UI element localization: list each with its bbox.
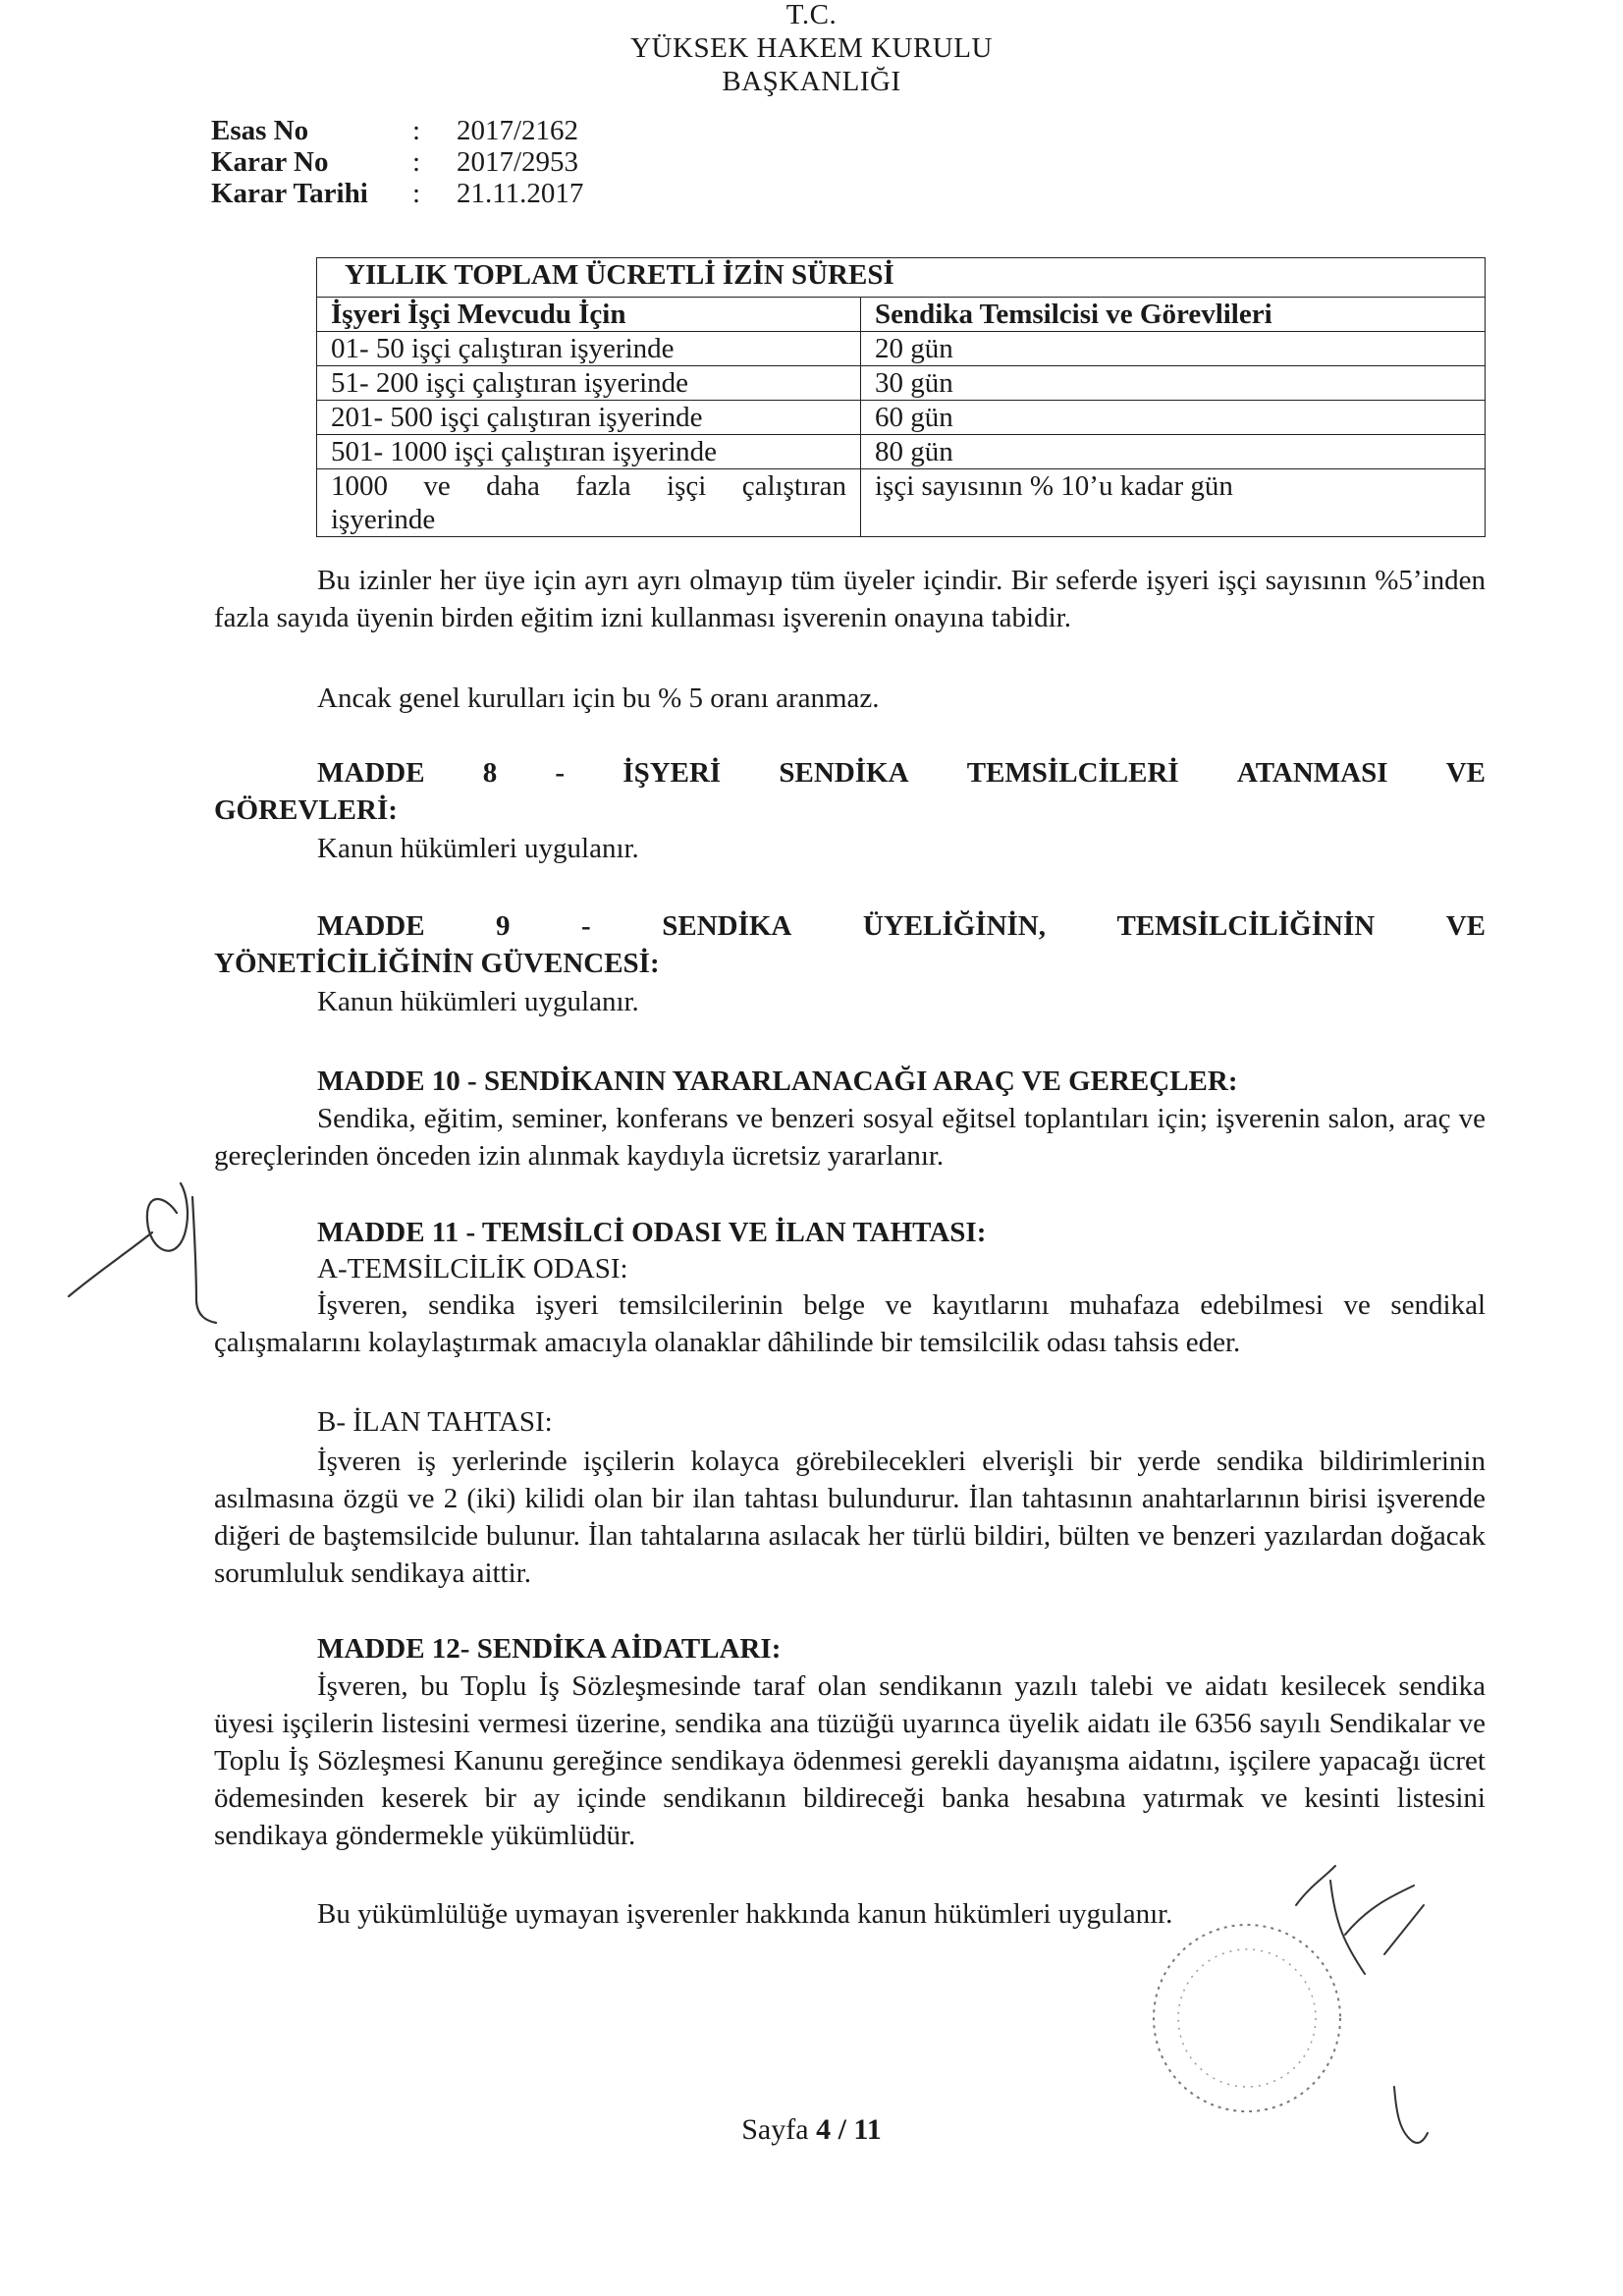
meta-value: 21.11.2017: [457, 178, 584, 209]
meta-sep: :: [412, 146, 421, 178]
article-8-heading-line: [214, 754, 1486, 792]
cell-line: işyerinde: [331, 504, 436, 535]
table-header-row: [317, 298, 1486, 332]
heading-word: ÜYELİĞİNİN,: [862, 910, 1046, 942]
meta-tarih: [211, 178, 583, 209]
annual-leave-table: [316, 257, 1486, 537]
header-tc: T.C.: [785, 0, 838, 30]
article-10-body: Sendika, eğitim, seminer, konferans ve benzeri sosyal eğitsel toplantıları için; işverenin salon, araç ve gereçlerinden önceden izin alınmak kaydıyla ücretsiz yararlanır.: [214, 1103, 1486, 1172]
heading-word: SENDİKA: [662, 910, 792, 942]
article-9-heading-line: [214, 907, 1486, 945]
column-header: İşyeri İşçi Mevcudu İçin: [317, 298, 861, 332]
case-meta: [211, 115, 583, 209]
table-row: [317, 332, 1486, 366]
article-11-heading: MADDE 11 - TEMSİLCİ ODASI VE İLAN TAHTASI:: [317, 1217, 987, 1248]
heading-word: 8: [482, 757, 498, 789]
paragraph-general-assembly: Ancak genel kurulları için bu % 5 oranı aranmaz.: [317, 683, 880, 714]
article-8-heading: [214, 754, 1486, 829]
table-cell: 20 gün: [861, 332, 1486, 366]
meta-label: Karar Tarihi: [211, 178, 368, 209]
meta-karar: [211, 146, 583, 178]
page-label: Sayfa: [741, 2113, 817, 2146]
page-number: 4 / 11: [816, 2113, 882, 2146]
header-department: BAŞKANLIĞI: [722, 66, 901, 97]
table-cell: 80 gün: [861, 435, 1486, 469]
article-11-b-body: İşveren iş yerlerinde işçilerin kolayca görebilecekleri elverişli bir yerde sendika bildirimlerinin asılmasına özgü ve 2 (iki) kilidi olan bir ilan tahtası bulundurur. İlan tahtasının anahtarlarının birisi işverende diğeri de baştemsilcide bulunur. İlan tahtalarına asılacak her türlü bildiri, bülten ve benzeri yazılardan doğacak sorumluluk sendikaya aittir.: [214, 1446, 1486, 1589]
article-11-a-title: A-TEMSİLCİLİK ODASI:: [317, 1253, 628, 1285]
meta-label: Karar No: [211, 146, 329, 178]
meta-esas: [211, 115, 583, 146]
article-8-heading-cont: GÖREVLERİ:: [214, 794, 398, 826]
heading-word: TEMSİLCİLERİ: [966, 757, 1179, 789]
table-row: [317, 469, 1486, 537]
table-title-row: [317, 258, 1486, 298]
table-cell: [317, 469, 861, 537]
heading-word: -: [555, 757, 566, 789]
meta-label: Esas No: [211, 115, 309, 146]
cell-line: 1000 ve daha fazla işçi çalıştıran: [331, 470, 846, 502]
heading-word: MADDE: [317, 910, 425, 942]
table-row: [317, 401, 1486, 435]
table-cell: işçi sayısının % 10’u kadar gün: [861, 469, 1486, 537]
heading-word: ATANMASI: [1236, 757, 1388, 789]
heading-word: TEMSİLCİLİĞİNİN: [1116, 910, 1376, 942]
article-9-body: Kanun hükümleri uygulanır.: [317, 986, 639, 1017]
table-row: [317, 435, 1486, 469]
article-12-body-2: Bu yükümlülüğe uymayan işverenler hakkında kanun hükümleri uygulanır.: [317, 1898, 1173, 1930]
heading-word: VE: [1445, 910, 1486, 942]
meta-sep: :: [412, 178, 421, 209]
article-12-heading: MADDE 12- SENDİKA AİDATLARI:: [317, 1633, 782, 1665]
table-cell: 51- 200 işçi çalıştıran işyerinde: [317, 366, 861, 401]
heading-word: İŞYERİ: [622, 757, 722, 789]
article-12-body: İşveren, bu Toplu İş Sözleşmesinde taraf olan sendikanın yazılı talebi ve aidatı kesilecek sendika üyesi işçilerin listesini vermesi üzerine, sendika ana tüzüğü uyarınca üyelik aidatı ile 6356 sayılı Sendikalar ve Toplu İş Sözleşmesi Kanunu gereğince sendikaya ödenmesi gerekli dayanışma aidatını, işçilere yapacağı ücret ödemesinden keserek bir ay içinde sendikanın bildireceği banka hesabına yatırmak ve kesinti listesini sendikaya göndermekle yükümlüdür.: [214, 1670, 1486, 1851]
article-9-heading-cont: YÖNETİCİLİĞİNİN GÜVENCESİ:: [214, 948, 660, 979]
heading-word: -: [581, 910, 591, 942]
heading-word: SENDİKA: [779, 757, 909, 789]
table-cell: 60 gün: [861, 401, 1486, 435]
heading-word: 9: [496, 910, 511, 942]
signature-left: [59, 1174, 245, 1340]
article-8-body: Kanun hükümleri uygulanır.: [317, 833, 639, 864]
heading-word: MADDE: [317, 757, 425, 789]
header-institution: YÜKSEK HAKEM KURULU: [630, 32, 993, 64]
table-cell: 501- 1000 işçi çalıştıran işyerinde: [317, 435, 861, 469]
paragraph-leave-note: Bu izinler her üye için ayrı ayrı olmayıp tüm üyeler içindir. Bir seferde işyeri işçi sayısının %5’inden fazla sayıda üyenin birden eğitim izni kullanması işverenin onayına tabidir.: [214, 565, 1486, 633]
meta-value: 2017/2953: [457, 146, 579, 178]
table-cell: 201- 500 işçi çalıştıran işyerinde: [317, 401, 861, 435]
article-11-b-title: B- İLAN TAHTASI:: [317, 1406, 553, 1438]
heading-word: VE: [1445, 757, 1486, 789]
table-row: [317, 366, 1486, 401]
article-11-a-body: İşveren, sendika işyeri temsilcilerinin belge ve kayıtlarını muhafaza edebilmesi ve sendikal çalışmalarını kolaylaştırmak amacıyla olanaklar dâhilinde bir temsilcilik odası tahsis eder.: [214, 1289, 1486, 1358]
page-footer: [0, 2113, 1623, 2147]
document-header: [0, 0, 1623, 98]
meta-sep: :: [412, 115, 421, 146]
article-10-heading: MADDE 10 - SENDİKANIN YARARLANACAĞI ARAÇ VE GEREÇLER:: [317, 1066, 1238, 1097]
table-cell: 01- 50 işçi çalıştıran işyerinde: [317, 332, 861, 366]
article-9-heading: [214, 907, 1486, 982]
table-cell: 30 gün: [861, 366, 1486, 401]
meta-value: 2017/2162: [457, 115, 579, 146]
column-header: Sendika Temsilcisi ve Görevlileri: [861, 298, 1486, 332]
table-title: YILLIK TOPLAM ÜCRETLİ İZİN SÜRESİ: [317, 258, 1486, 298]
